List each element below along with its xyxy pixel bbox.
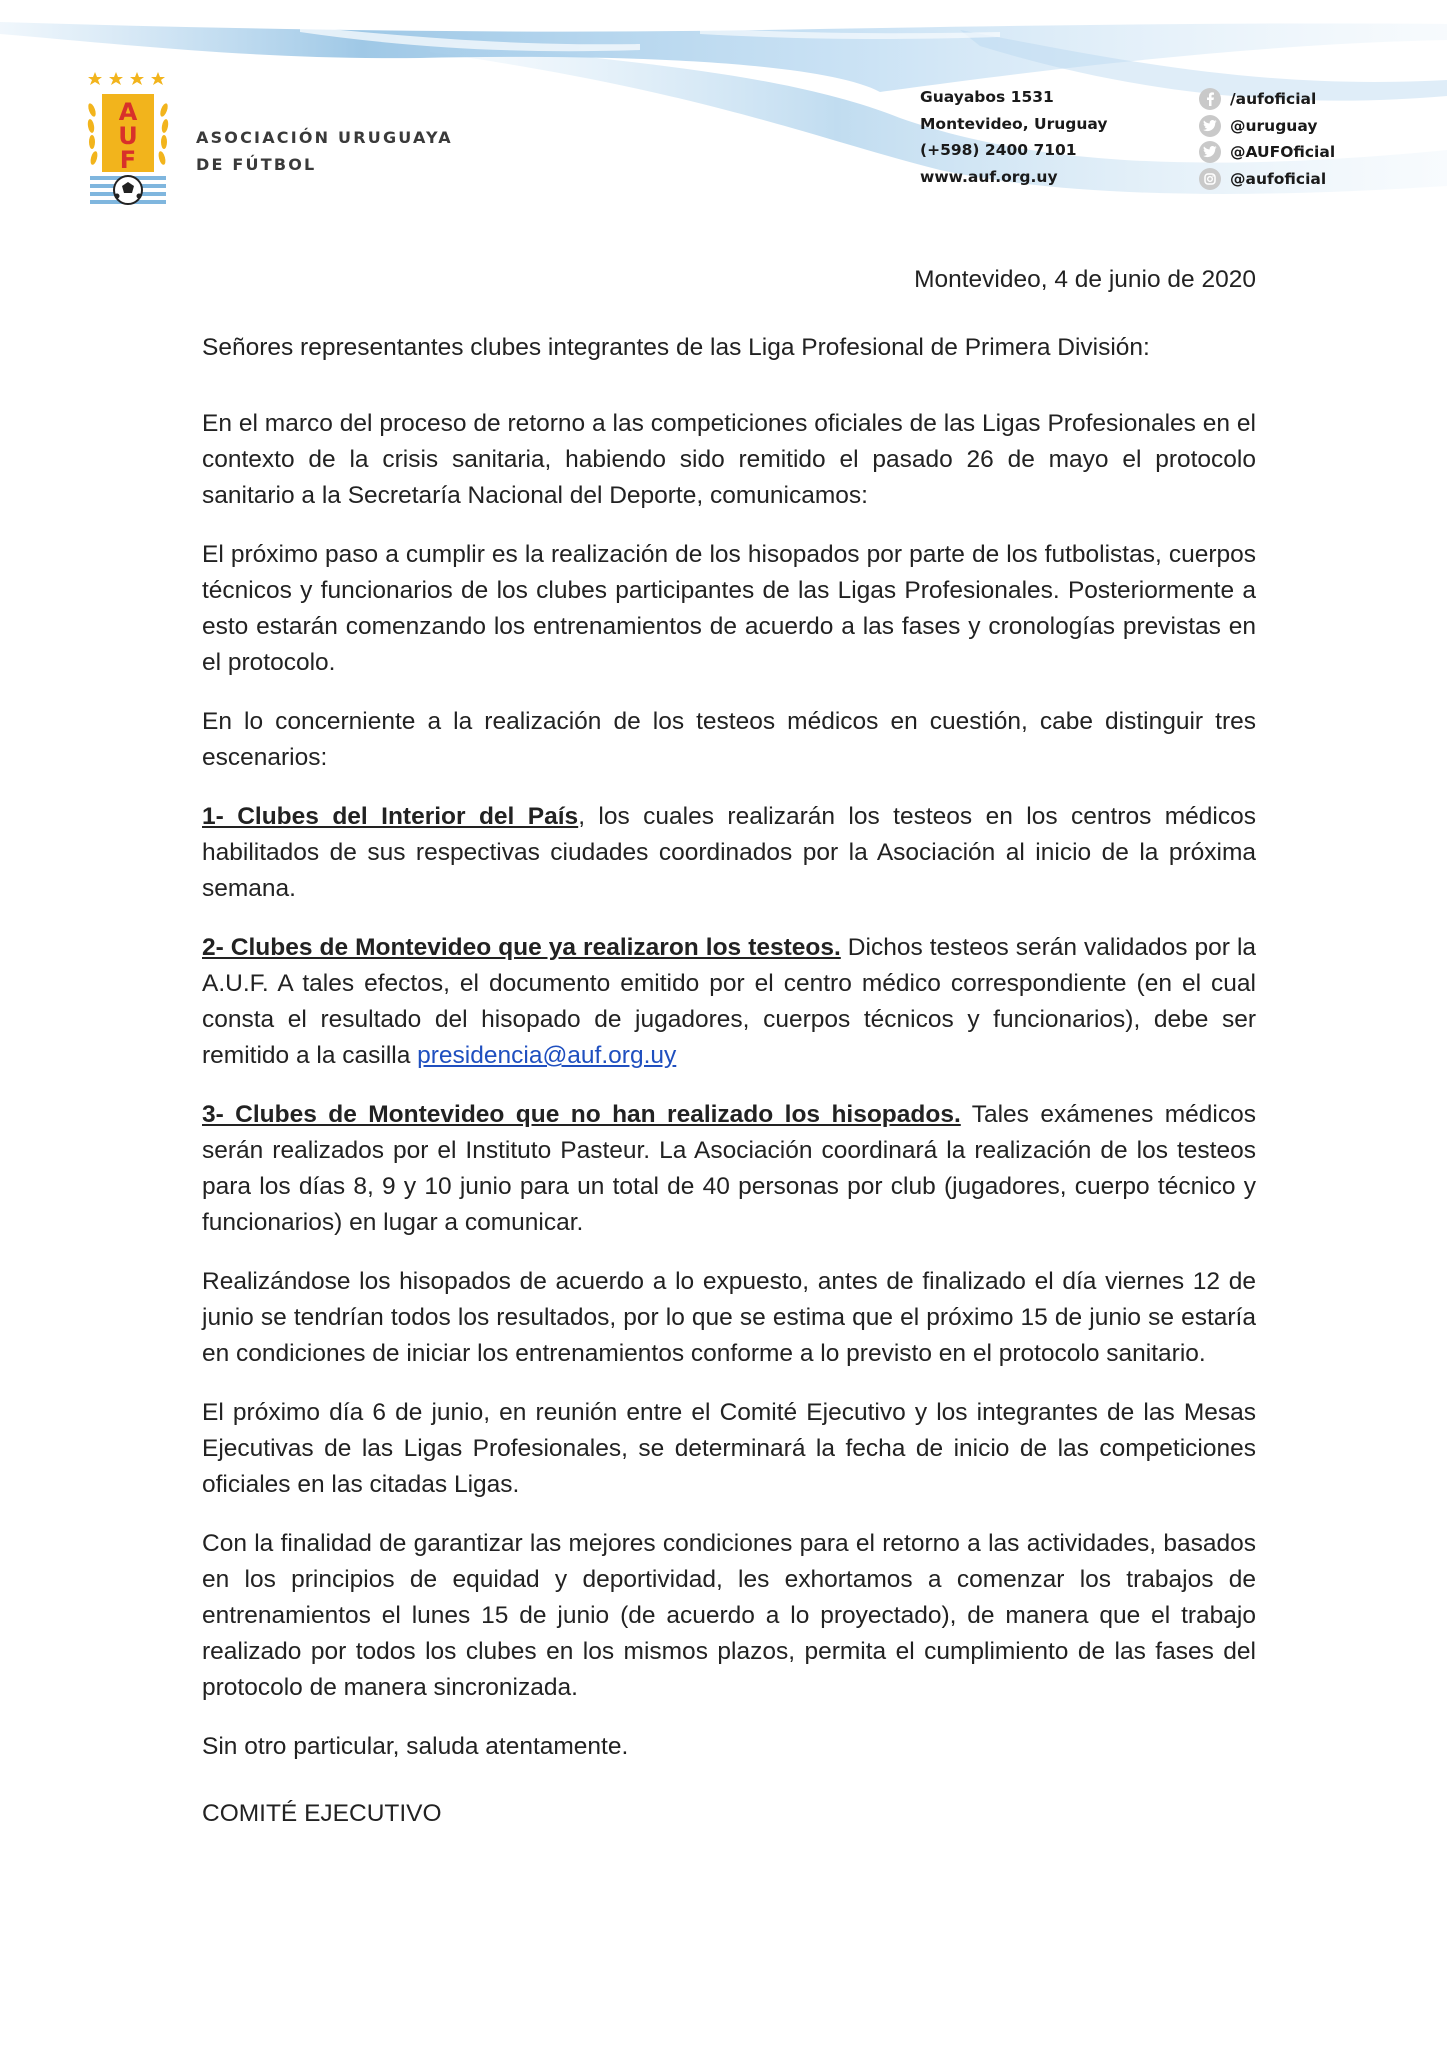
logo-letter: F (119, 146, 137, 174)
auf-logo (86, 66, 170, 216)
presidencia-email-link[interactable]: presidencia@auf.org.uy (417, 1042, 677, 1069)
logo-letter: A (118, 98, 138, 126)
scenario-1 (202, 799, 1256, 907)
social-handle-facebook: /aufoficial (1230, 90, 1317, 109)
logo-letter: U (118, 122, 138, 150)
contact-city: Montevideo, Uruguay (920, 114, 1108, 133)
scenario-2-title: 2- Clubes de Montevideo que ya realizaron los testeos. (202, 934, 841, 961)
twitter-icon (1199, 115, 1221, 137)
letter-body (202, 262, 1256, 1832)
social-handle-twitter-aufoficial: @AUFOficial (1230, 143, 1336, 162)
paragraph-exhortation: Con la finalidad de garantizar las mejores condiciones para el retorno a las actividades, basados en los principios de equidad y deportividad, les exhortamos a comenzar los trabajos de entrenamientos el lunes 15 de junio (de acuerdo a lo proyectado), de manera que el trabajo realizado por todos los clubes en los mismos plazos, permita el cumplimiento de las fases del protocolo de manera sincronizada. (202, 1530, 1256, 1701)
paragraph-results: Realizándose los hisopados de acuerdo a lo expuesto, antes de finalizado el día viernes 12 de junio se tendrían todos los resultados, por lo que se estima que el próximo 15 de junio se estaría en condiciones de iniciar los entrenamientos conforme a lo previsto en el protocolo sanitario. (202, 1268, 1256, 1367)
letter-closing: Sin otro particular, saluda atentamente. (202, 1733, 629, 1760)
facebook-icon (1199, 88, 1221, 110)
scenario-1-title: 1- Clubes del Interior del País (202, 803, 579, 830)
social-handle-twitter-uruguay: @uruguay (1230, 116, 1318, 135)
paragraph-intro: En el marco del proceso de retorno a las competiciones oficiales de las Ligas Profesionales en el contexto de la crisis sanitaria, habiendo sido remitido el pasado 26 de mayo el protocolo sanitario a la Secretaría Nacional del Deporte, comunicamos: (202, 410, 1256, 509)
contact-website[interactable]: www.auf.org.uy (920, 167, 1058, 186)
organization-name-line2: DE FÚTBOL (196, 155, 317, 174)
organization-name-line1: ASOCIACIÓN URUGUAYA (196, 128, 453, 147)
contact-address: Guayabos 1531 (920, 88, 1054, 106)
letter-salutation: Señores representantes clubes integrantes de las Liga Profesional de Primera División: (202, 334, 1150, 361)
organization-name (196, 124, 453, 178)
scenario-1-text: , los cuales realizarán los testeos en los centros médicos habilitados de sus respectivas ciudades coordinados por la Asociación al inicio de la próxima semana. (202, 803, 1256, 902)
twitter-icon (1199, 141, 1221, 163)
scenario-2 (202, 930, 1256, 1074)
paragraph-next-step: El próximo paso a cumplir es la realización de los hisopados por parte de los futbolistas, cuerpos técnicos y funcionarios de los clubes participantes de las Ligas Profesionales. Posteriormente a esto estarán comenzando los entrenamientos de acuerdo a las fases y cronologías previstas en el protocolo. (202, 541, 1256, 676)
letter-date: Montevideo, 4 de junio de 2020 (914, 266, 1256, 293)
letter-signature: COMITÉ EJECUTIVO (202, 1800, 442, 1827)
social-handle-instagram: @aufoficial (1230, 169, 1327, 188)
paragraph-meeting: El próximo día 6 de junio, en reunión entre el Comité Ejecutivo y los integrantes de las Mesas Ejecutivas de las Ligas Profesionales, se determinará la fecha de inicio de las competiciones oficiales en las citadas Ligas. (202, 1399, 1256, 1498)
social-links (1199, 86, 1335, 192)
instagram-icon (1199, 168, 1221, 190)
social-twitter-uruguay[interactable] (1199, 113, 1335, 140)
scenario-2-text: Dichos testeos serán validados por la A.U.F. A tales efectos, el documento emitido por el centro médico correspondiente (en el cual consta el resultado del hisopado de jugadores, cuerpos técnicos y funcionarios), debe ser remitido a la casilla (202, 934, 1257, 1069)
contact-phone: (+598) 2400 7101 (920, 141, 1077, 159)
social-facebook[interactable] (1199, 86, 1335, 113)
scenario-3-text: Tales exámenes médicos serán realizados por el Instituto Pasteur. La Asociación coordinará la realización de los testeos para los días 8, 9 y 10 junio para un total de 40 personas por club (jugadores, cuerpo técnico y funcionarios) en lugar a comunicar. (202, 1101, 1256, 1236)
contact-block (920, 84, 1107, 190)
paragraph-scenarios-intro: En lo concerniente a la realización de los testeos médicos en cuestión, cabe distinguir tres escenarios: (202, 708, 1256, 771)
social-twitter-aufoficial[interactable] (1199, 139, 1335, 166)
scenario-3 (202, 1097, 1256, 1241)
scenario-3-title: 3- Clubes de Montevideo que no han realizado los hisopados. (202, 1101, 961, 1128)
social-instagram[interactable] (1199, 166, 1335, 193)
